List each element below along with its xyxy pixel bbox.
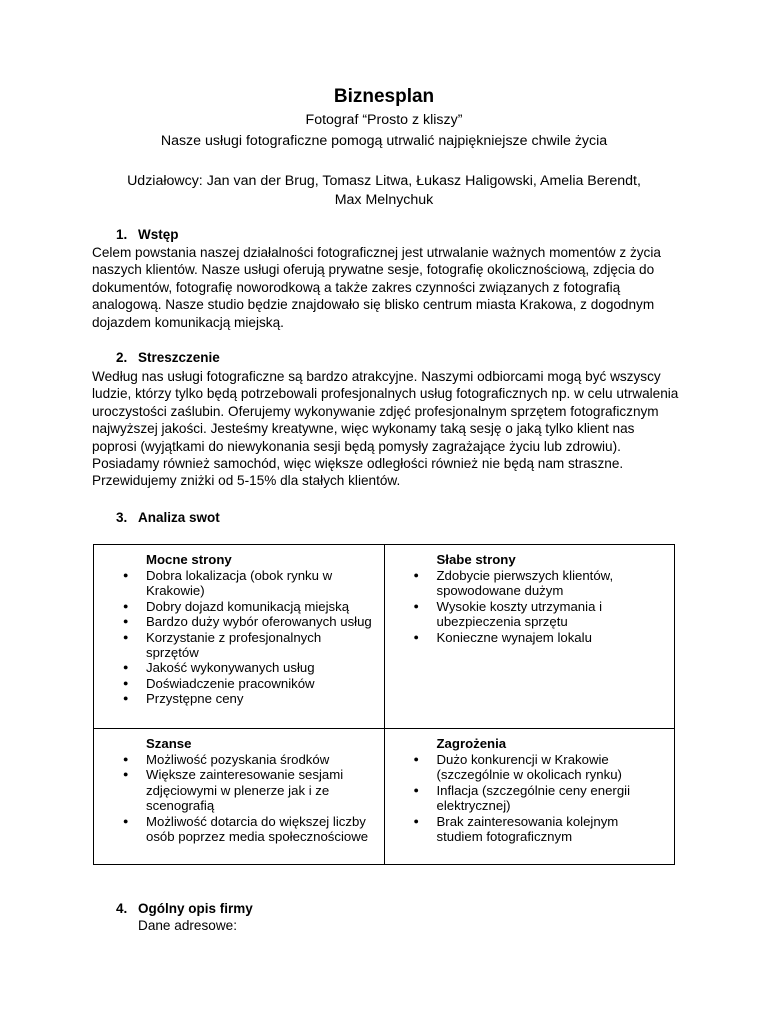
swot-threats-list <box>391 752 669 844</box>
list-item: ● Wysokie koszty utrzymania i ubezpieczenia sprzętu <box>391 599 669 630</box>
document-tagline: Nasze usługi fotograficzne pomogą utrwalić najpiękniejsze chwile życia <box>160 133 608 149</box>
section-title: Analiza swot <box>138 510 220 525</box>
section-number: 4. <box>116 901 128 916</box>
shareholders-line-2: Max Melnychuk <box>334 192 434 208</box>
document-title: Biznesplan <box>333 86 435 107</box>
swot-strengths-cell <box>94 545 385 729</box>
address-data-label: Dane adresowe: <box>138 918 237 933</box>
section-heading-wstep <box>116 227 179 242</box>
section-title: Streszczenie <box>138 350 220 365</box>
swot-table <box>93 544 675 865</box>
swot-strengths-title: Mocne strony <box>146 552 232 567</box>
swot-weaknesses-title: Słabe strony <box>436 552 516 567</box>
section-heading-ogolny-opis <box>116 901 253 916</box>
section-title: Wstęp <box>138 227 179 242</box>
swot-opportunities-title: Szanse <box>146 736 192 751</box>
document-subtitle: Fotograf “Prosto z kliszy” <box>305 112 463 128</box>
section-heading-analiza-swot <box>116 510 220 525</box>
list-item: ● Większe zainteresowanie sesjami zdjęciowymi w plenerze jak i ze scenografią <box>100 767 378 813</box>
section-number: 2. <box>116 350 128 365</box>
swot-strengths-list <box>100 568 378 707</box>
list-item: ● Zdobycie pierwszych klientów, spowodowane dużym <box>391 568 669 599</box>
swot-weaknesses-cell <box>384 545 675 729</box>
section-text-wstep: Celem powstania naszej działalności fotograficznej jest utrwalanie ważnych momentów z życia naszych klientów. Nasze usługi oferują prywatne sesje, fotografię okolicznościową, zdjęcia do dokumentów, fotografię noworodkową a także zakres czynności związanych z fotografią analogową. Nasze studio będzie znajdowało się blisko centrum miasta Krakowa, z dogodnym dojazdem komunikacją miejską. <box>92 245 661 330</box>
list-item: ● Bardzo duży wybór oferowanych usług <box>100 614 378 629</box>
list-item: ● Dobry dojazd komunikacją miejską <box>100 599 378 614</box>
list-item: ● Przystępne ceny <box>100 691 378 706</box>
list-item: ● Inflacja (szczególnie ceny energii elektrycznej) <box>391 783 669 814</box>
swot-opportunities-cell <box>94 729 385 865</box>
list-item: ● Dobra lokalizacja (obok rynku w Krakowie) <box>100 568 378 599</box>
list-item: ● Konieczne wynajem lokalu <box>391 630 669 645</box>
swot-weaknesses-list <box>391 568 669 645</box>
section-title: Ogólny opis firmy <box>138 901 253 916</box>
section-number: 1. <box>116 227 128 242</box>
list-item: ● Możliwość pozyskania środków <box>100 752 378 767</box>
section-heading-streszczenie <box>116 350 220 365</box>
list-item: ● Jakość wykonywanych usług <box>100 660 378 675</box>
list-item: ● Doświadczenie pracowników <box>100 676 378 691</box>
swot-opportunities-list <box>100 752 378 844</box>
swot-threats-cell <box>384 729 675 865</box>
list-item: ● Brak zainteresowania kolejnym studiem fotograficznym <box>391 814 669 845</box>
swot-threats-title: Zagrożenia <box>436 736 507 751</box>
section-number: 3. <box>116 510 128 525</box>
list-item: ● Możliwość dotarcia do większej liczby osób poprzez media społecznościowe <box>100 814 378 845</box>
list-item: ● Dużo konkurencji w Krakowie (szczególnie w okolicach rynku) <box>391 752 669 783</box>
shareholders-line-1: Udziałowcy: Jan van der Brug, Tomasz Litwa, Łukasz Haligowski, Amelia Berendt, <box>127 173 641 189</box>
list-item: ● Korzystanie z profesjonalnych sprzętów <box>100 630 378 661</box>
section-text-streszczenie: Według nas usługi fotograficzne są bardzo atrakcyjne. Naszymi odbiorcami mogą być wszyscy ludzie, którzy tylko będą potrzebowali profesjonalnych usług fotograficznych np. w celu utrwalenia uroczystości zaślubin. Oferujemy wykonywanie zdjęć profesjonalnym sprzętem fotograficznym najwyższej jakości. Jesteśmy kreatywne, więc wykonamy taką sesję o jaką tylko klient nas poprosi (wyjątkami do niewykonania sesji będą pomysły zagrażające życiu lub zdrowiu). Posiadamy również samochód, więc większe odległości również nie będą nam straszne. Przewidujemy zniżki od 5-15% dla stałych klientów. <box>92 369 679 489</box>
